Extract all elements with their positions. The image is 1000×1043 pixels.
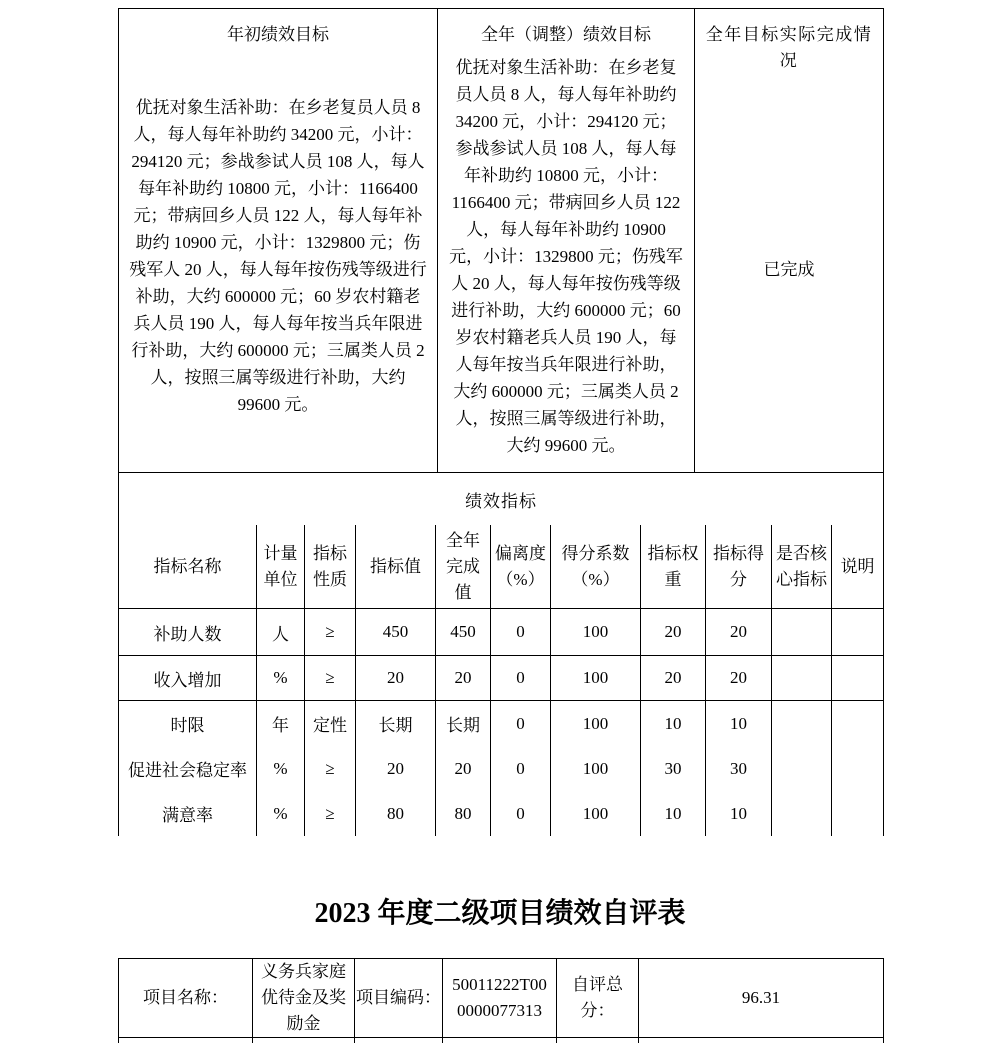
indicator-cell: 0 (491, 791, 551, 836)
indicator-cell: 0 (491, 656, 551, 701)
indicator-cell: 100 (551, 701, 641, 747)
indicator-cell: 30 (706, 746, 772, 791)
indicator-cell: ≥ (305, 609, 356, 656)
goal-completion-header: 全年目标实际完成情况 (705, 25, 873, 70)
indicator-cell: 100 (551, 791, 641, 836)
indicator-cell: 20 (356, 656, 436, 701)
indicator-header-name: 指标名称 (119, 525, 257, 609)
goal-initial-body: 优抚对象生活补助：在乡老复员人员 8 人，每人每年补助约 34200 元，小计：294120 元；参战参试人员 108 人，每人每年补助约 10800 元，小计：1166400 元；带病回乡人员 122 人，每人每年补助约 10900 元，小计：1329800 元；伤残军人 20 人，每人每年按伤残等级进行补助，大约 600000 元；60 岁农村籍老兵人员 190 人，每人每年按当兵年限进行补助，大约 600000 元；三属类人员 2 人，按照三属等级进行补助，大约 99600 元。 (129, 98, 427, 414)
indicator-cell: ≥ (305, 656, 356, 701)
indicator-cell: 100 (551, 746, 641, 791)
indicator-cell: 长期 (436, 701, 491, 747)
indicator-row (119, 701, 884, 747)
indicator-cell: 20 (706, 609, 772, 656)
project-name-label: 项目名称： (119, 959, 253, 1038)
goal-completion-cell (695, 9, 884, 473)
indicator-cell: 0 (491, 746, 551, 791)
indicator-cell: 100 (551, 609, 641, 656)
indicator-cell: 20 (436, 656, 491, 701)
self-score-value: 96.31 (639, 959, 884, 1038)
indicator-cell (832, 609, 884, 656)
indicator-cell: 80 (436, 791, 491, 836)
indicator-cell (772, 609, 832, 656)
indicator-cell: % (257, 746, 305, 791)
indicator-cell: 年 (257, 701, 305, 747)
indicator-cell (832, 656, 884, 701)
indicator-cell: % (257, 791, 305, 836)
goal-adjusted-cell (438, 9, 695, 473)
indicator-cell: 80 (356, 791, 436, 836)
indicator-row (119, 746, 884, 791)
indicator-cell: 满意率 (119, 791, 257, 836)
indicator-cell: % (257, 656, 305, 701)
indicator-cell: 0 (491, 609, 551, 656)
indicator-cell: 450 (436, 609, 491, 656)
project-code-label: 项目编码： (355, 959, 443, 1038)
indicator-cell: 20 (641, 609, 706, 656)
indicator-cell (832, 746, 884, 791)
project-info-row (119, 959, 884, 1038)
indicator-cell: 人 (257, 609, 305, 656)
indicator-header-coefficient: 得分系数（%） (551, 525, 641, 609)
page-title: 2023 年度二级项目绩效自评表 (314, 898, 686, 929)
project-next-row-clipped (119, 1038, 884, 1043)
indicator-cell: 收入增加 (119, 656, 257, 701)
indicator-cell (832, 701, 884, 747)
indicator-cell (772, 701, 832, 747)
indicator-header-note: 说明 (832, 525, 884, 609)
indicator-header-nature: 指标性质 (305, 525, 356, 609)
goal-completion-status: 已完成 (763, 259, 815, 279)
indicator-cell: 10 (706, 791, 772, 836)
indicator-row (119, 609, 884, 656)
indicator-cell (772, 746, 832, 791)
indicator-cell: ≥ (305, 746, 356, 791)
self-score-label: 自评总分： (557, 959, 639, 1038)
indicator-header-completed: 全年完成值 (436, 525, 491, 609)
indicator-cell: 100 (551, 656, 641, 701)
indicator-cell: ≥ (305, 791, 356, 836)
indicator-cell: 0 (491, 701, 551, 747)
goal-adjusted-header: 全年（调整）绩效目标 (481, 25, 651, 44)
project-code-value: 50011222T000000077313 (443, 959, 557, 1038)
indicator-cell: 10 (641, 791, 706, 836)
indicator-cell: 10 (641, 701, 706, 747)
indicator-row (119, 656, 884, 701)
indicator-header-core: 是否核心指标 (772, 525, 832, 609)
indicator-cell: 450 (356, 609, 436, 656)
project-name-value: 义务兵家庭优待金及奖励金 (253, 959, 355, 1038)
goal-initial-cell (119, 9, 438, 473)
indicator-cell (772, 791, 832, 836)
indicator-cell: 定性 (305, 701, 356, 747)
goal-adjusted-body: 优抚对象生活补助：在乡老复员人员 8 人，每人每年补助约 34200 元，小计：294120 元；参战参试人员 108 人，每人每年补助约 10800 元，小计：1166400 元；带病回乡人员 122 人，每人每年补助约 10900 元，小计：1329800 元；伤残军人 20 人，每人每年按伤残等级进行补助，大约 600000 元；60 岁农村籍老兵人员 190 人，每人每年按当兵年限进行补助，大约 600000 元；三属类人员 2 人，按照三属等级进行补助，大约 99600 元。 (449, 57, 683, 455)
performance-indicators-table (118, 472, 884, 836)
indicator-cell: 时限 (119, 701, 257, 747)
indicator-cell: 10 (706, 701, 772, 747)
indicators-header-row (119, 525, 884, 609)
indicator-header-target: 指标值 (356, 525, 436, 609)
indicator-header-weight: 指标权重 (641, 525, 706, 609)
indicators-section-row (119, 473, 884, 526)
goals-row (119, 9, 884, 473)
indicator-header-unit: 计量单位 (257, 525, 305, 609)
goal-initial-header: 年初绩效目标 (227, 25, 329, 44)
project-summary-table (118, 958, 884, 1043)
indicator-cell: 促进社会稳定率 (119, 746, 257, 791)
indicator-cell: 20 (706, 656, 772, 701)
indicator-cell: 30 (641, 746, 706, 791)
indicator-header-deviation: 偏离度（%） (491, 525, 551, 609)
annual-goals-table (118, 8, 884, 473)
indicator-cell: 20 (356, 746, 436, 791)
indicator-cell: 长期 (356, 701, 436, 747)
indicator-row (119, 791, 884, 836)
indicator-cell: 20 (641, 656, 706, 701)
indicator-cell (832, 791, 884, 836)
indicator-cell: 补助人数 (119, 609, 257, 656)
indicators-section-title: 绩效指标 (119, 473, 884, 526)
indicator-cell (772, 656, 832, 701)
indicator-header-score: 指标得分 (706, 525, 772, 609)
indicator-cell: 20 (436, 746, 491, 791)
